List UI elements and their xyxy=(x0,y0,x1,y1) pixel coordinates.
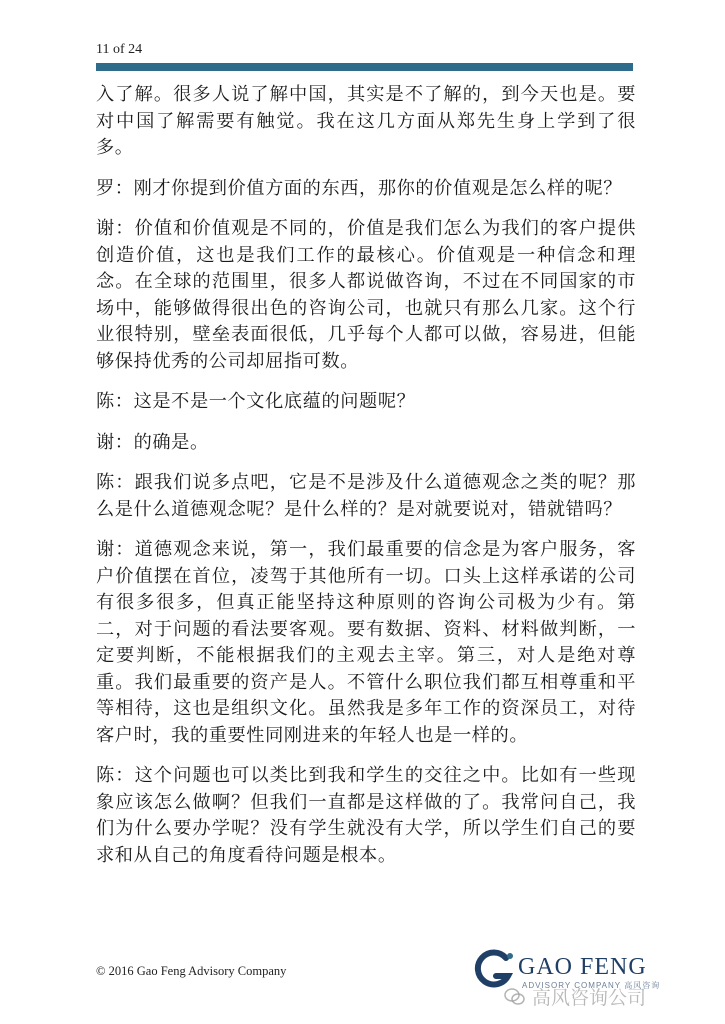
document-body xyxy=(96,82,636,883)
paragraph: 入了解。很多人说了解中国，其实是不了解的，到今天也是。要对中国了解需要有触觉。我在这几方面从郑先生身上学到了很多。 xyxy=(96,84,636,158)
paragraph: 陈：跟我们说多点吧，它是不是涉及什么道德观念之类的呢？那么是什么道德观念呢？是什么样的？是对就要说对，错就错吗？ xyxy=(96,472,636,520)
watermark-text: 高风咨询公司 xyxy=(532,987,647,1009)
paragraph: 罗：刚才你提到价值方面的东西，那你的价值观是怎么样的呢？ xyxy=(96,177,623,199)
wechat-icon xyxy=(504,987,526,1007)
header-rule xyxy=(96,63,633,71)
paragraph: 谢：价值和价值观是不同的，价值是我们怎么为我们的客户提供创造价值，这也是我们工作的最核心。价值观是一种信念和理念。在全球的范围里，很多人都说做咨询，不过在不同国家的市场中，能够做得很出色的咨询公司，也就只有那么几家。这个行业很特别，壁垒表面很低，几乎每个人都可以做，容易进，但能够保持优秀的公司却屈指可数。 xyxy=(96,218,636,372)
paragraph: 谢：道德观念来说，第一，我们最重要的信念是为客户服务，客户价值摆在首位，凌驾于其他所有一切。口头上这样承诺的公司有很多很多，但真正能坚持这种原则的咨询公司极为少有。第二，对于问题的看法要客观。要有数据、资料、材料做判断，一定要判断，不能根据我们的主观去主宰。第三，对人是绝对尊重。我们最重要的资产是人。不管什么职位我们都互相尊重和平等相待，这也是组织文化。虽然我是多年工作的资深员工，对待客户时，我的重要性同刚进来的年轻人也是一样的。 xyxy=(96,539,636,746)
logo-name: GAO FENG xyxy=(518,954,647,980)
footer-copyright: © 2016 Gao Feng Advisory Company xyxy=(96,964,287,978)
watermark xyxy=(504,983,646,1010)
page-number: 11 of 24 xyxy=(96,42,143,57)
paragraph: 陈：这个问题也可以类比到我和学生的交往之中。比如有一些现象应该怎么做啊？但我们一直都是这样做的了。我常问自己，我们为什么要办学呢？没有学生就没有大学，所以学生们自己的要求和从自己的角度看待问题是根本。 xyxy=(96,765,636,866)
paragraph: 陈：这是不是一个文化底蕴的问题呢？ xyxy=(96,391,416,412)
paragraph: 谢：的确是。 xyxy=(96,431,209,453)
logo-subtitle: ADVISORY COMPANY 高风咨询 xyxy=(522,981,661,990)
